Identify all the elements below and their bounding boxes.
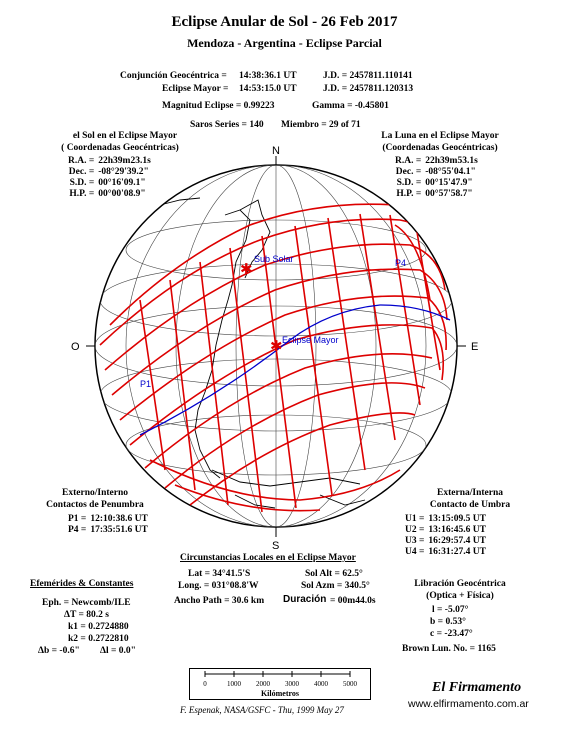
ephem-eph: Eph. = Newcomb/ILE (42, 598, 131, 608)
conjunction-time: 14:38:36.1 UT (239, 71, 297, 81)
penumbra-value: 17:35:51.6 UT (90, 525, 148, 535)
local-lat: Lat = 34°41.5'S (188, 569, 251, 579)
umbra-row (403, 547, 488, 558)
moon-value: 22h39m53.1s (425, 156, 478, 166)
moon-value: 00°57'58.7" (425, 189, 473, 199)
umbra-value: 16:29:57.4 UT (428, 536, 486, 546)
gamma: Gamma = -0.45801 (312, 101, 389, 111)
umbra-row (403, 525, 488, 536)
local-duracion-value: = 00m44.0s (330, 596, 376, 606)
penumbra-row (66, 525, 150, 536)
moon-value: -08°55'04.1" (425, 167, 476, 177)
moon-header: La Luna en el Eclipse Mayor (381, 131, 499, 141)
compass-east: E (471, 341, 479, 353)
brown-lun: Brown Lun. No. = 1165 (402, 644, 496, 654)
page-subtitle: Mendoza - Argentina - Eclipse Parcial (187, 36, 382, 50)
ephem-k2: k2 = 0.2722810 (68, 634, 129, 644)
penumbra-row (66, 514, 150, 525)
libration-l: l = -5.07° (432, 605, 469, 615)
libration-header-sub: (Optica + Física) (426, 591, 494, 601)
eclipse-max-marker: ✱ (270, 338, 283, 355)
local-header: Circunstancias Locales en el Eclipse Mayor (180, 553, 356, 563)
umbra-header-sub: Contacto de Umbra (429, 500, 511, 510)
moon-header-sub: (Coordenadas Geocéntricas) (382, 143, 498, 153)
p1-label: P1 (140, 379, 152, 389)
sun-value: -08°29'39.2" (98, 167, 149, 177)
scale-tick: 3000 (285, 680, 299, 688)
sun-value: 22h39m23.1s (98, 156, 151, 166)
umbra-row (403, 536, 488, 547)
conjunction-label: Conjunción Geocéntrica = (120, 71, 227, 81)
scale-tick: 2000 (256, 680, 270, 688)
sun-value: 00°00'08.9" (98, 189, 146, 199)
max-jd: J.D. = 2457811.120313 (323, 84, 414, 94)
max-time: 14:53:15.0 UT (239, 84, 297, 94)
sub-solar-marker: ✱ (240, 261, 253, 278)
moon-key: R.A. = (395, 156, 422, 166)
libration-header: Libración Geocéntrica (414, 579, 506, 589)
scale-bar (190, 669, 368, 689)
libration-c: c = -23.47° (430, 629, 473, 639)
ephem-k1: k1 = 0.2724880 (68, 622, 129, 632)
umbra-key: U3 = (405, 536, 425, 546)
compass-south: S (272, 540, 280, 552)
scale-tick: 0 (203, 680, 207, 688)
page-title: Eclipse Anular de Sol - 26 Feb 2017 (171, 14, 398, 30)
ephem-dl: Δl = 0.0" (100, 646, 136, 656)
local-duracion-label: Duración (283, 594, 327, 605)
penumbra-header-sub: Contactos de Penumbra (46, 500, 144, 510)
compass-west: O (71, 341, 80, 353)
sun-header-sub: ( Coordenadas Geocéntricas) (61, 143, 179, 153)
sun-key: R.A. = (68, 156, 95, 166)
scale-label: Kilómetros (260, 689, 300, 698)
website-url: www.elfirmamento.com.ar (408, 698, 529, 710)
sun-key: S.D. = (69, 178, 95, 188)
saros-series: Saros Series = 140 (190, 120, 264, 130)
max-label: Eclipse Mayor = (162, 84, 229, 94)
ephem-header: Efemérides & Constantes (30, 579, 134, 589)
sun-key: Dec. = (68, 167, 95, 177)
sub-solar-label: Sub Solar (254, 254, 294, 264)
scale-tick: 5000 (343, 680, 357, 688)
local-long: Long. = 031°08.8'W (178, 581, 259, 591)
saros-member: Miembro = 29 of 71 (281, 120, 361, 130)
umbra-contacts (403, 514, 488, 558)
umbra-value: 16:31:27.4 UT (428, 547, 486, 557)
umbra-key: U1 = (405, 514, 425, 524)
umbra-value: 13:16:45.6 UT (428, 525, 486, 535)
scale-tick: 4000 (314, 680, 328, 688)
conjunction-jd: J.D. = 2457811.110141 (323, 71, 413, 81)
umbra-key: U2 = (405, 525, 425, 535)
umbra-value: 13:15:09.5 UT (428, 514, 486, 524)
umbra-header: Externa/Interna (437, 488, 503, 498)
moon-key: S.D. = (396, 178, 422, 188)
ephem-db: Δb = -0.6" (38, 646, 80, 656)
penumbra-key: P1 = (68, 514, 87, 524)
brand-logo: El Firmamento (432, 680, 522, 695)
eclipse-max-label: Eclipse Mayor (282, 335, 339, 345)
local-sol-azm: Sol Azm = 340.5° (301, 581, 370, 591)
penumbra-contacts (66, 514, 150, 536)
ephem-dt: ΔT = 80.2 s (64, 610, 109, 620)
sun-header: el Sol en el Eclipse Mayor (72, 131, 178, 141)
magnitude: Magnitud Eclipse = 0.99223 (162, 101, 275, 111)
moon-value: 00°15'47.9" (425, 178, 473, 188)
sun-key: H.P. = (69, 189, 95, 199)
local-ancho: Ancho Path = 30.6 km (174, 596, 265, 606)
libration-b: b = 0.53° (430, 617, 466, 627)
compass-north: N (272, 145, 280, 157)
credit: F. Espenak, NASA/GSFC - Thu, 1999 May 27 (180, 705, 344, 715)
p4-label: P4 (395, 258, 407, 268)
penumbra-header: Externo/Interno (62, 488, 128, 498)
umbra-row (403, 514, 488, 525)
sun-value: 00°16'09.1" (98, 178, 146, 188)
scale-tick: 1000 (227, 680, 241, 688)
moon-key: Dec. = (395, 167, 422, 177)
moon-key: H.P. = (396, 189, 422, 199)
penumbra-key: P4 = (68, 525, 87, 535)
penumbra-value: 12:10:38.6 UT (90, 514, 148, 524)
umbra-key: U4 = (405, 547, 425, 557)
local-sol-alt: Sol Alt = 62.5° (305, 569, 363, 579)
